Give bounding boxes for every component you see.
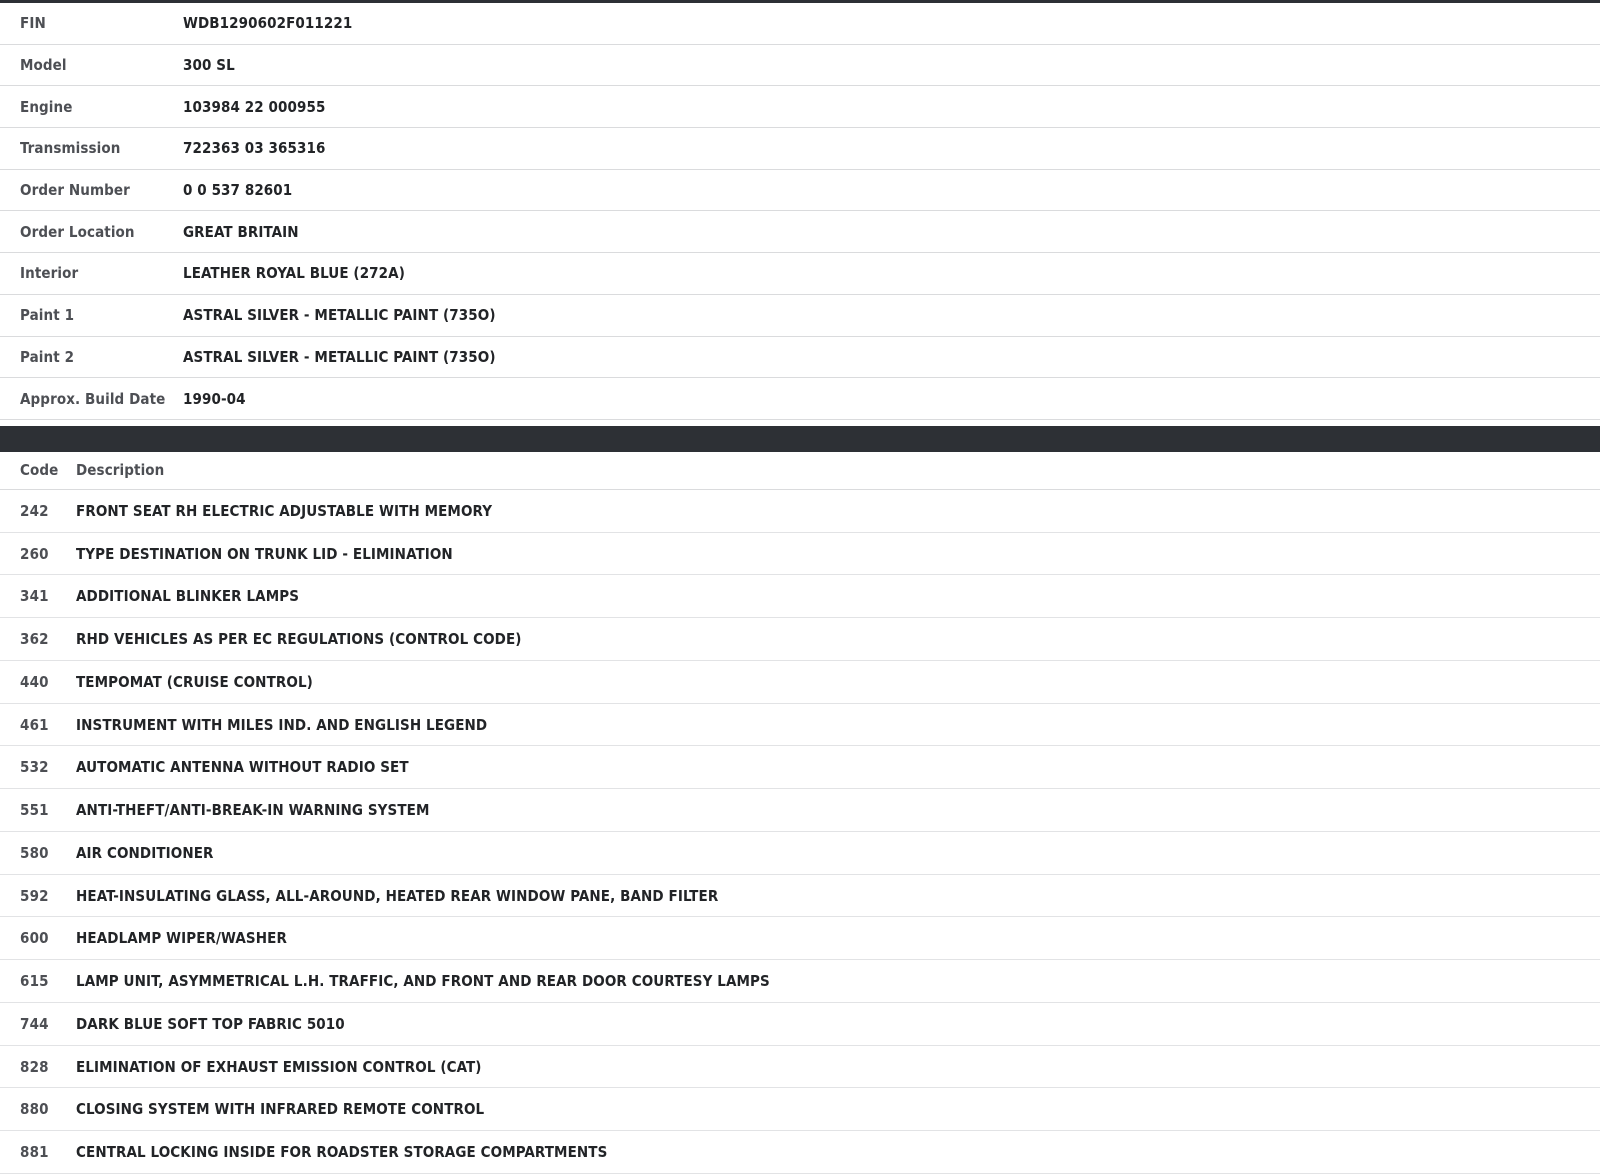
info-row [0,211,1600,253]
info-row [0,378,1600,420]
option-description: ELIMINATION OF EXHAUST EMISSION CONTROL (CAT) [76,1057,482,1076]
vehicle-info-table [0,3,1600,420]
info-row [0,295,1600,337]
option-description: HEAT-INSULATING GLASS, ALL-AROUND, HEATED REAR WINDOW PANE, BAND FILTER [76,886,719,905]
info-row [0,170,1600,212]
option-description: AUTOMATIC ANTENNA WITHOUT RADIO SET [76,758,409,777]
option-code: 881 [20,1143,49,1161]
option-row [0,1131,1600,1174]
option-code: 461 [20,715,49,734]
option-code: 551 [20,801,49,819]
option-code: 828 [20,1057,49,1076]
info-value: GREAT BRITAIN [183,222,299,241]
option-row [0,490,1600,533]
option-code: 362 [20,630,49,648]
option-description: CENTRAL LOCKING INSIDE FOR ROADSTER STORAGE COMPARTMENTS [76,1143,608,1161]
info-value: 0 0 537 82601 [183,181,293,200]
option-code: 532 [20,758,49,777]
option-description: TYPE DESTINATION ON TRUNK LID - ELIMINATION [76,544,453,563]
info-value: 722363 03 365316 [183,139,326,158]
option-row [0,618,1600,661]
option-code: 592 [20,886,49,905]
option-description: HEADLAMP WIPER/WASHER [76,929,287,948]
option-row [0,917,1600,960]
option-row [0,875,1600,918]
option-code: 440 [20,672,49,691]
info-label: Paint 1 [20,306,75,325]
info-label: Engine [20,97,73,116]
option-code: 880 [20,1100,49,1119]
option-codes-table [0,452,1600,1174]
info-value: 1990-04 [183,389,246,408]
code-column-header: Code [20,461,59,480]
option-description: INSTRUMENT WITH MILES IND. AND ENGLISH LEGEND [76,715,488,734]
info-label: Model [20,56,67,75]
option-row [0,1003,1600,1046]
info-value: WDB1290602F011221 [183,14,353,33]
option-row [0,533,1600,576]
option-code: 744 [20,1014,49,1033]
info-label: Order Number [20,181,130,200]
option-description: LAMP UNIT, ASYMMETRICAL L.H. TRAFFIC, AND FRONT AND REAR DOOR COURTESY LAMPS [76,972,770,990]
info-row [0,86,1600,128]
option-description: TEMPOMAT (CRUISE CONTROL) [76,672,313,691]
info-label: Interior [20,264,79,283]
info-label: Paint 2 [20,347,75,366]
info-value: 103984 22 000955 [183,97,326,116]
info-label: Transmission [20,139,121,158]
option-description: CLOSING SYSTEM WITH INFRARED REMOTE CONTROL [76,1100,485,1119]
info-label: FIN [20,14,46,33]
description-column-header: Description [76,461,165,480]
section-divider-bar [0,426,1600,452]
info-value: ASTRAL SILVER - METALLIC PAINT (735O) [183,347,496,366]
option-description: DARK BLUE SOFT TOP FABRIC 5010 [76,1014,345,1033]
info-row [0,3,1600,45]
option-description: ANTI-THEFT/ANTI-BREAK-IN WARNING SYSTEM [76,801,430,819]
option-code: 341 [20,587,49,606]
option-row [0,661,1600,704]
info-label: Order Location [20,222,135,241]
info-value: ASTRAL SILVER - METALLIC PAINT (735O) [183,306,496,325]
option-row [0,575,1600,618]
option-row [0,789,1600,832]
info-row [0,253,1600,295]
option-description: RHD VEHICLES AS PER EC REGULATIONS (CONTROL CODE) [76,630,522,648]
option-row [0,1046,1600,1089]
option-row [0,960,1600,1003]
info-row [0,337,1600,379]
option-row [0,746,1600,789]
info-value: LEATHER ROYAL BLUE (272A) [183,264,405,283]
option-description: AIR CONDITIONER [76,843,214,862]
option-code: 260 [20,544,49,563]
info-row [0,128,1600,170]
option-code: 580 [20,843,49,862]
info-label: Approx. Build Date [20,389,166,408]
info-row [0,45,1600,87]
option-row [0,1088,1600,1131]
option-code: 242 [20,501,49,520]
option-code: 600 [20,929,49,948]
option-code: 615 [20,972,49,990]
options-table-header [0,452,1600,490]
info-value: 300 SL [183,56,235,75]
option-description: FRONT SEAT RH ELECTRIC ADJUSTABLE WITH MEMORY [76,501,493,520]
option-row [0,704,1600,747]
option-description: ADDITIONAL BLINKER LAMPS [76,587,300,606]
option-row [0,832,1600,875]
